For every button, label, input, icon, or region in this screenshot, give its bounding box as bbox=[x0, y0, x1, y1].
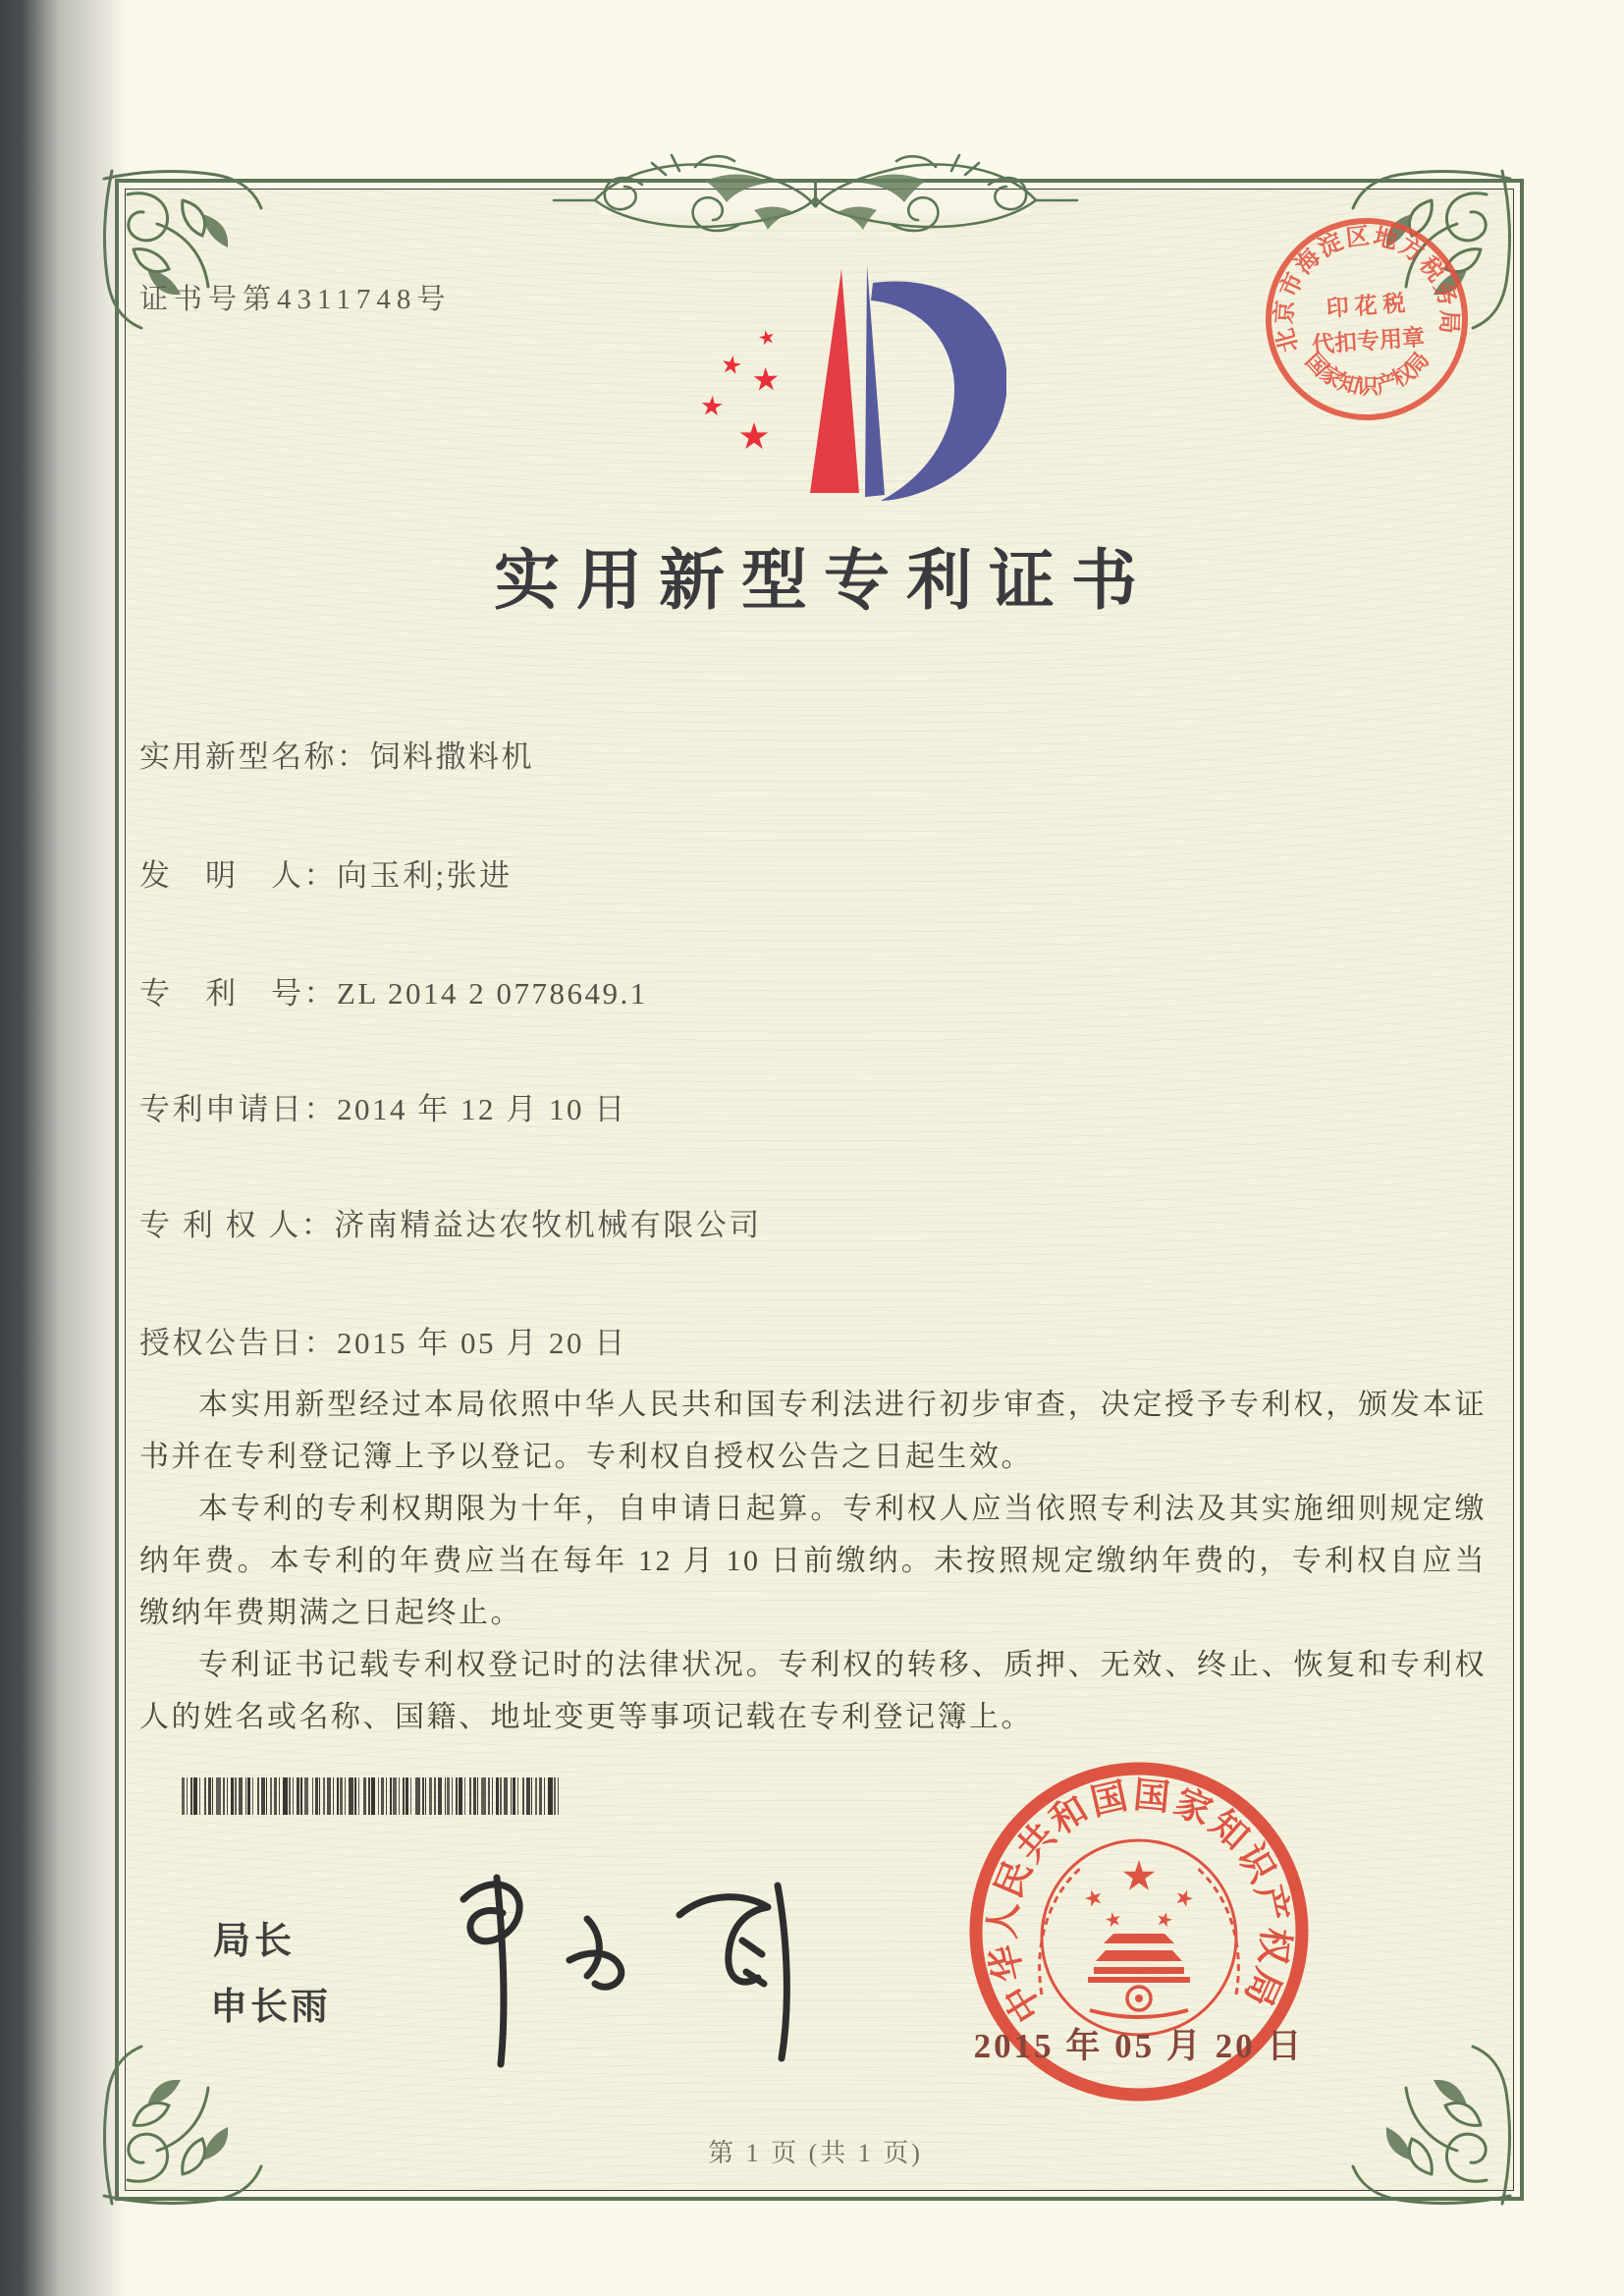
field-label: 专 利 权 人： bbox=[139, 1208, 335, 1242]
dragon-ornament-icon bbox=[548, 141, 1083, 257]
tax-stamp-line1: 印 花 税 bbox=[1326, 291, 1407, 321]
legal-paragraph: 本专利的专利权期限为十年，自申请日起算。专利权人应当依照专利法及其实施细则规定缴纳年费。本专利的年费应当在每年 12 月 10 日前缴纳。未按照规定缴纳年费的，专利权自应当缴纳年费期满之日起终止。 bbox=[139, 1493, 1487, 1629]
field-label: 专利申请日： bbox=[139, 1092, 337, 1126]
tax-stamp-line2: 代扣专用章 bbox=[1311, 324, 1426, 357]
tax-stamp-arc-top: 北京市海淀区地方税务局 bbox=[1272, 224, 1462, 355]
field-value: 2014 年 12 月 10 日 bbox=[337, 1092, 627, 1126]
field-value: ZL 2014 2 0778649.1 bbox=[337, 976, 648, 1011]
legal-paragraph: 专利证书记载专利权登记时的法律状况。专利权的转移、质押、无效、终止、恢复和专利权人的姓名或名称、国籍、地址变更等事项记载在专利登记簿上。 bbox=[139, 1649, 1487, 1733]
legal-text-block bbox=[139, 1379, 1487, 1743]
page-number: 第 1 页 (共 1 页) bbox=[708, 2139, 923, 2167]
cnipa-patent-logo-icon bbox=[673, 257, 1006, 511]
field-patentee bbox=[139, 1200, 762, 1244]
issuer-title: 局长 bbox=[213, 1921, 297, 1962]
national-emblem-icon bbox=[1040, 1840, 1239, 2035]
field-grant-date bbox=[139, 1318, 627, 1362]
commissioner-signature bbox=[412, 1858, 844, 2079]
field-filing-date bbox=[139, 1084, 627, 1128]
field-label: 发 明 人： bbox=[139, 858, 337, 893]
barcode bbox=[182, 1777, 565, 1815]
field-value: 2015 年 05 月 20 日 bbox=[337, 1326, 627, 1360]
field-value: 向玉利;张进 bbox=[337, 858, 513, 893]
corner-flourish-icon bbox=[98, 2041, 267, 2210]
seal-ring-text: 中华人民共和国国家知识产权局 bbox=[983, 1775, 1296, 2029]
field-patent-number bbox=[139, 968, 648, 1012]
corner-flourish-icon bbox=[1347, 2041, 1516, 2210]
field-value: 饲料撒料机 bbox=[369, 739, 534, 774]
certificate-number: 证书号第4311748号 bbox=[139, 284, 452, 315]
field-utility-model-name bbox=[139, 732, 534, 776]
certificate-title: 实用新型专利证书 bbox=[494, 545, 1154, 618]
field-inventors bbox=[139, 850, 513, 895]
field-label: 专 利 号： bbox=[139, 976, 337, 1011]
field-label: 授权公告日： bbox=[139, 1326, 337, 1360]
issuer-name: 申长雨 bbox=[210, 1987, 332, 2028]
tax-stamp-arc-bottom: 国家知识产权局 bbox=[1300, 347, 1435, 400]
legal-paragraph: 本实用新型经过本局依照中华人民共和国专利法进行初步审查，决定授予专利权，颁发本证书并在专利登记簿上予以登记。专利权自授权公告之日起生效。 bbox=[139, 1389, 1487, 1473]
seal-date: 2015 年 05 月 20 日 bbox=[973, 2027, 1305, 2065]
field-label: 实用新型名称： bbox=[139, 739, 370, 774]
field-value: 济南精益达农牧机械有限公司 bbox=[334, 1208, 762, 1242]
tax-office-stamp bbox=[1252, 204, 1483, 435]
